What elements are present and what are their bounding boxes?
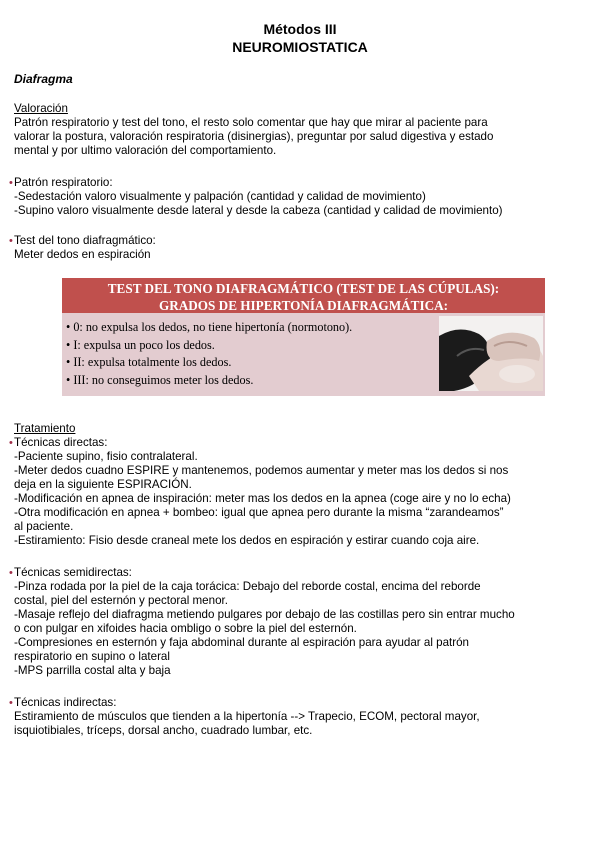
semidirectas-line: o con pulgar en xifoides hacia ombligo o sobre la piel del esternón.	[14, 622, 357, 635]
semidirectas-line: respiratorio en supino o lateral	[14, 650, 170, 663]
directas-heading-row	[9, 436, 584, 450]
title-line-1: Métodos III	[263, 21, 337, 37]
directas-line: -Otra modificación en apnea + bombeo: igual que apnea pero durante la misma “zarandeamos”	[14, 506, 504, 519]
directas-line: -Modificación en apnea de inspiración: meter mas los dedos en la apnea (coge aire y no lo echa)	[14, 492, 511, 505]
slide-heading-line-2: GRADOS DE HIPERTONÍA DIAFRAGMÁTICA:	[158, 298, 449, 313]
valoracion-heading: Valoración	[14, 102, 68, 115]
bullet-icon: •	[9, 697, 13, 709]
patron-line: -Supino valoro visualmente desde lateral y desde la cabeza (cantidad y calidad de movimiento)	[14, 204, 503, 217]
bullet-icon: •	[9, 177, 13, 189]
bullet-icon: •	[9, 437, 13, 449]
semidirectas-heading: Técnicas semidirectas:	[14, 566, 132, 579]
patron-heading: Patrón respiratorio:	[14, 176, 113, 189]
palpation-photo	[439, 316, 543, 391]
test-line: Meter dedos en espiración	[14, 248, 151, 261]
semidirectas-line: -Compresiones en esternón y faja abdominal durante al espiración para ayudar al patrón	[14, 636, 470, 649]
tratamiento-heading: Tratamiento	[14, 422, 76, 435]
bullet-icon: •	[9, 235, 13, 247]
indirectas-line: Estiramiento de músculos que tienden a la hipertonía --> Trapecio, ECOM, pectoral mayor,	[14, 710, 480, 723]
indirectas-heading-row	[9, 696, 584, 710]
directas-line: -Paciente supino, fisio contralateral.	[14, 450, 198, 463]
slide-header	[62, 278, 545, 313]
indirectas-line: isquiotibiales, tríceps, dorsal ancho, cuadrado lumbar, etc.	[14, 724, 313, 737]
directas-line: -Estiramiento: Fisio desde craneal mete los dedos en espiración y estirar cuando coja aire.	[14, 534, 480, 547]
document-title	[0, 20, 600, 56]
test-heading-row	[9, 234, 584, 248]
indirectas-section	[9, 696, 584, 738]
valoracion-section	[14, 102, 584, 158]
test-section	[9, 234, 584, 262]
tratamiento-section	[9, 422, 584, 548]
valoracion-line: Patrón respiratorio y test del tono, el resto solo comentar que hay que mirar al paciente para	[14, 116, 488, 129]
semidirectas-heading-row	[9, 566, 584, 580]
semidirectas-line: -MPS parrilla costal alta y baja	[14, 664, 171, 677]
slide-heading-line-1: TEST DEL TONO DIAFRAGMÁTICO (TEST DE LAS CÚPULAS):	[107, 281, 500, 296]
patron-heading-row	[9, 176, 584, 190]
indirectas-heading: Técnicas indirectas:	[14, 696, 117, 709]
test-tono-slide	[62, 278, 545, 396]
title-line-2: NEUROMIOSTATICA	[232, 39, 368, 55]
grade-item: • I: expulsa un poco los dedos.	[66, 337, 215, 352]
grade-item: • II: expulsa totalmente los dedos.	[66, 355, 232, 369]
directas-line: al paciente.	[14, 520, 74, 533]
directas-line: -Meter dedos cuadno ESPIRE y mantenemos, podemos aumentar y meter mas los dedos si nos	[14, 464, 509, 477]
valoracion-line: valorar la postura, valoración respiratoria (disinergias), preguntar por salud digestiva y estado	[14, 130, 494, 143]
semidirectas-line: -Masaje reflejo del diafragma metiendo pulgares por debajo de las costillas pero sin entrar mucho	[14, 608, 515, 621]
bullet-icon: •	[9, 567, 13, 579]
slide-body	[62, 313, 545, 393]
valoracion-line: mental y por ultimo valoración del comportamiento.	[14, 144, 277, 157]
semidirectas-line: costal, piel del esternón y pectoral menor.	[14, 594, 228, 607]
grades-list	[66, 319, 436, 389]
semidirectas-line: -Pinza rodada por la piel de la caja torácica: Debajo del reborde costal, encima del reborde	[14, 580, 481, 593]
directas-line: deja en la siguiente ESPIRACIÓN.	[14, 478, 192, 491]
directas-heading: Técnicas directas:	[14, 436, 108, 449]
test-heading: Test del tono diafragmático:	[14, 234, 156, 247]
semidirectas-section	[9, 566, 584, 678]
patron-section	[9, 176, 584, 218]
diafragma-heading: Diafragma	[14, 72, 73, 86]
patron-line: -Sedestación valoro visualmente y palpación (cantidad y calidad de movimiento)	[14, 190, 426, 203]
grade-item: • 0: no expulsa los dedos, no tiene hipertonía (normotono).	[66, 320, 353, 334]
grade-item: • III: no conseguimos meter los dedos.	[66, 372, 254, 387]
